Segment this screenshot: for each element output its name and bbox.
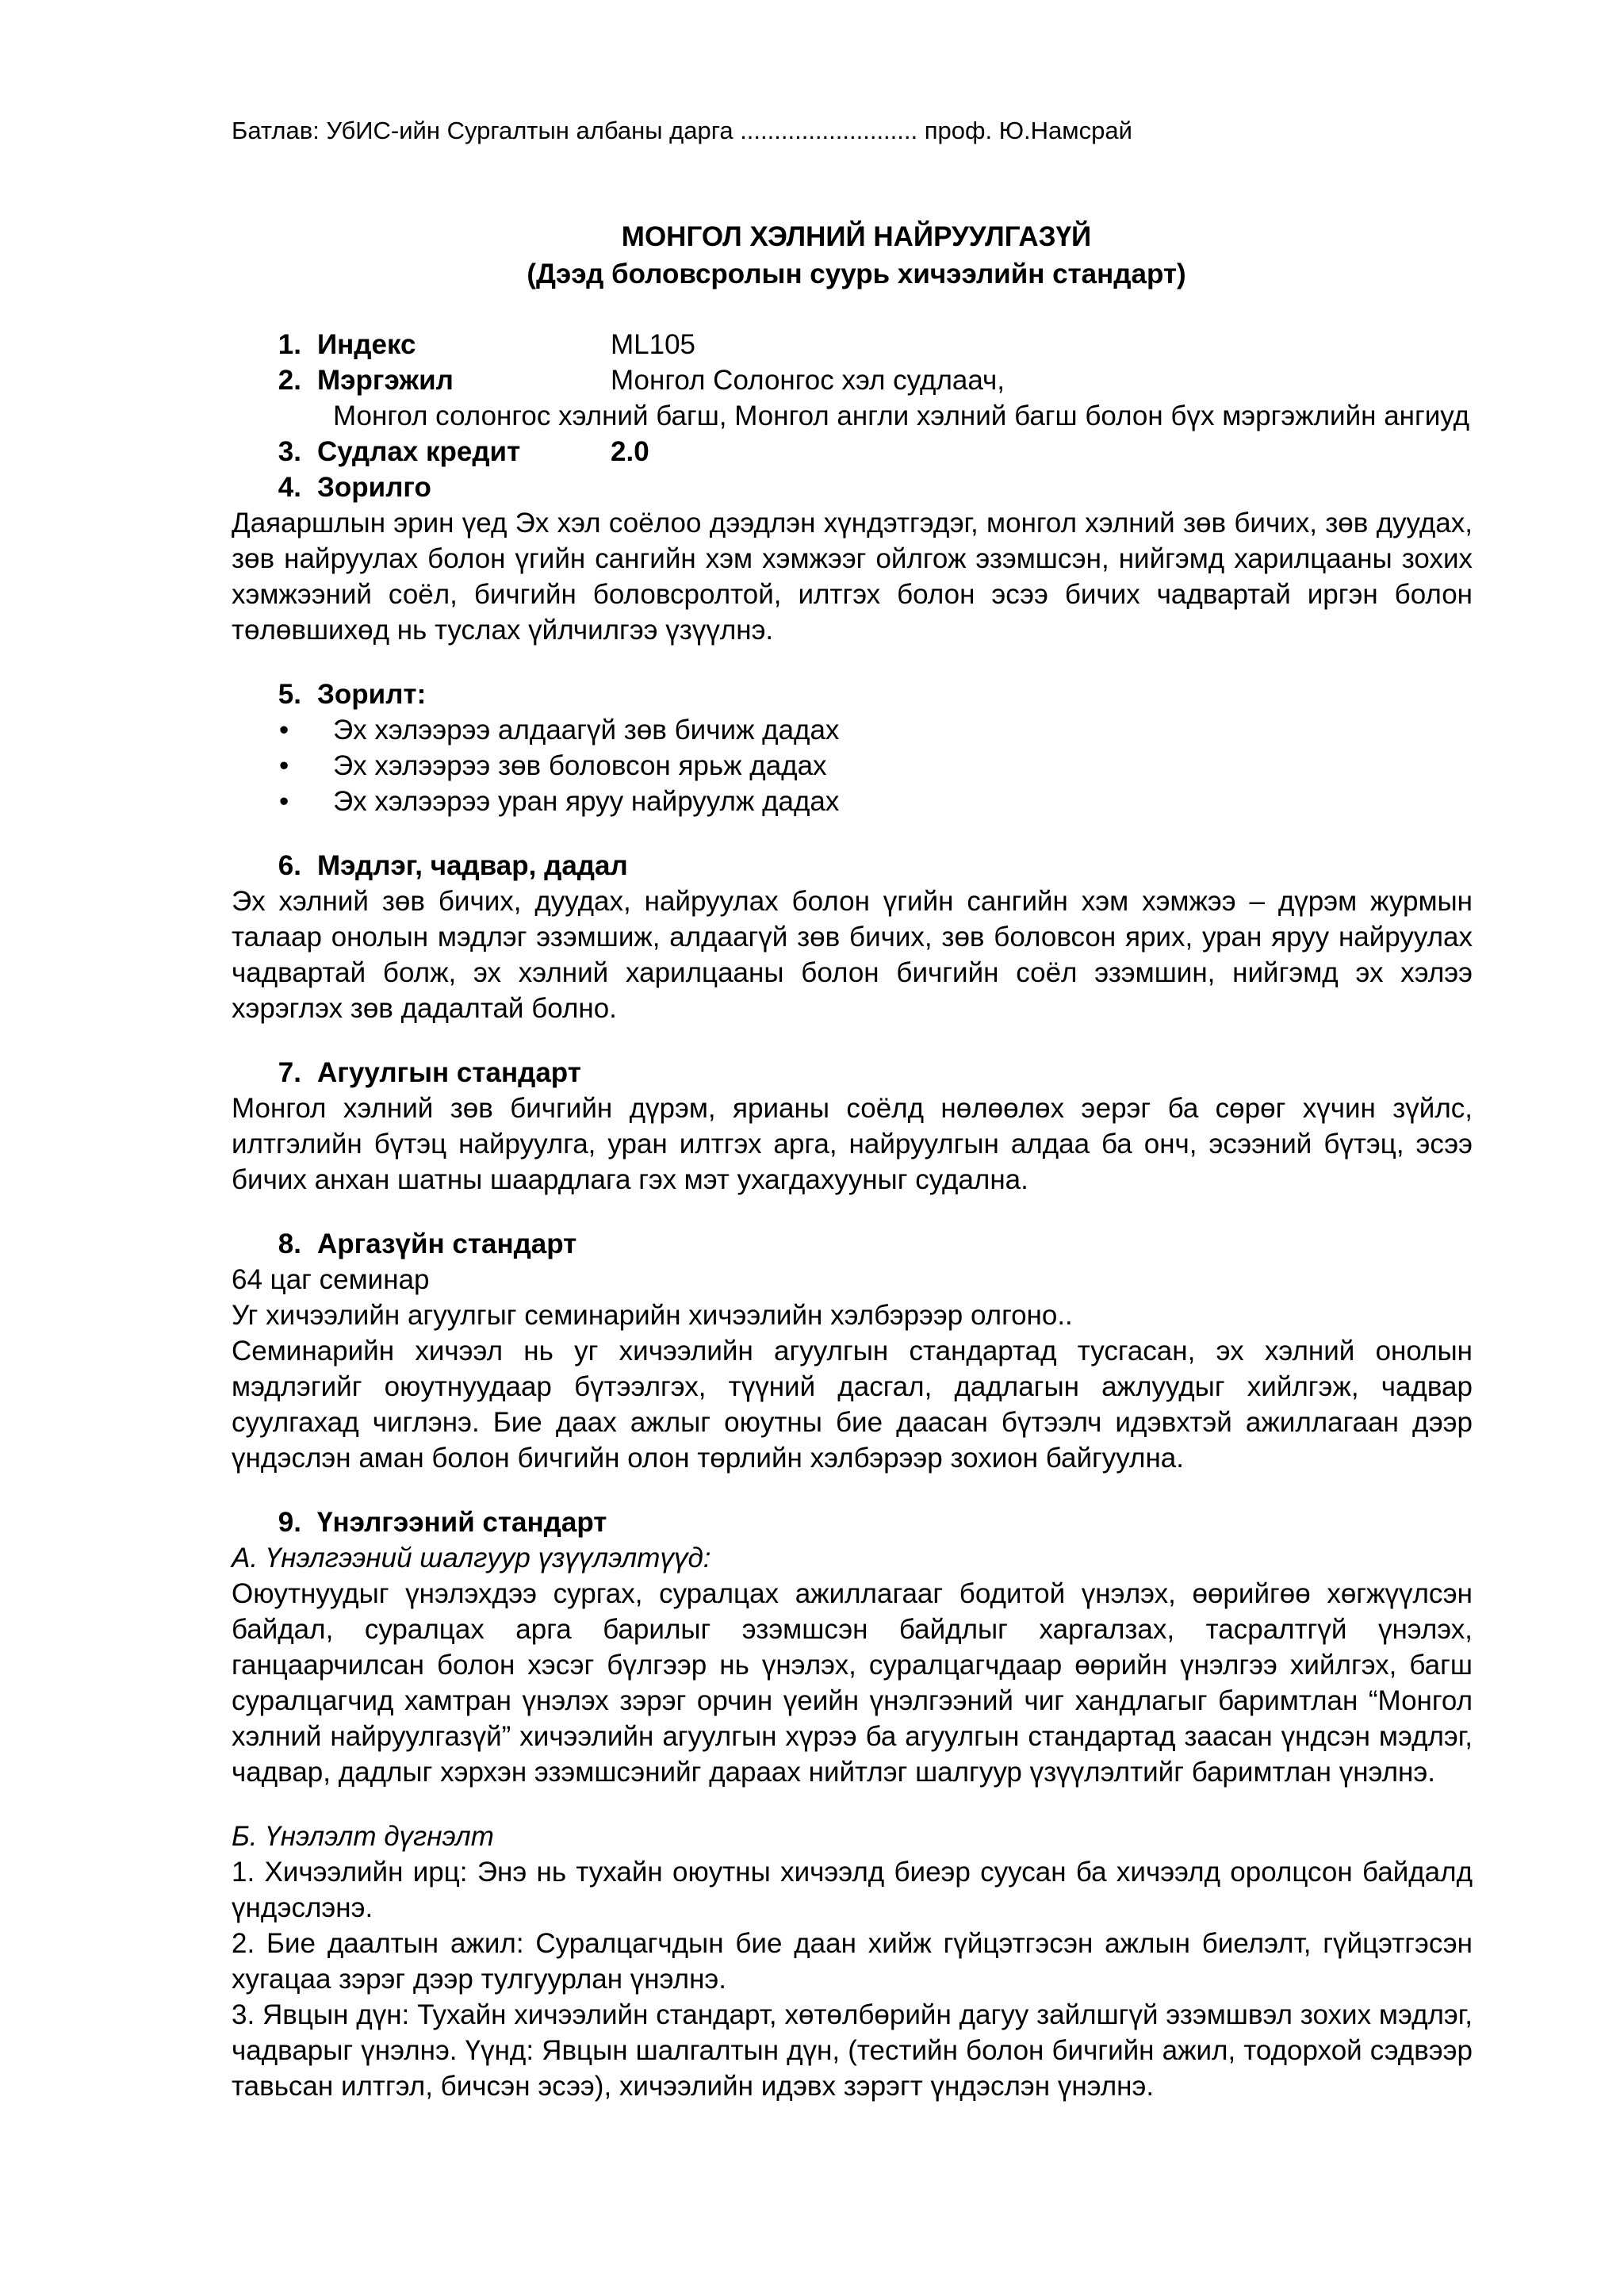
- meta-index: [232, 327, 1473, 362]
- section-number: 8.: [278, 1228, 301, 1259]
- section-objectives-heading: [232, 677, 1473, 712]
- section-goal-text: Даяаршлын эрин үед Эх хэл соёлоо дээдлэн хүндэтгэдэг, монгол хэлний зөв бичих, зөв дуудах, зөв найруулах болон үгийн сангийн хэм хэмжээг ойлгож эзэмшсэн, нийгэмд харилцааны зохих хэмжээний соёл, бичгийн боловсролтой, илтгэх болон эсээ бичих чадвартай иргэн болон төлөвшихөд нь туслах үйлчилгээ үзүүлнэ.: [232, 508, 1473, 646]
- spacer: [232, 1026, 1473, 1055]
- section-title: Мэдлэг, чадвар, дадал: [317, 850, 628, 881]
- section-title: Агуулгын стандарт: [317, 1057, 581, 1088]
- document-body: [232, 327, 1473, 2104]
- meta-specialty-number: 2.: [278, 365, 301, 396]
- meta-credit-value: 2.0: [611, 436, 649, 467]
- list-item: [232, 748, 1473, 784]
- title-block: [0, 218, 1624, 293]
- document-subtitle: (Дээд боловсролын суурь хичээлийн стандарт): [527, 259, 1186, 289]
- spacer: [232, 1476, 1473, 1504]
- assessment-item-independent-work: 2. Бие даалтын ажил: Суралцагчдын бие даан хийж гүйцэтгэсэн ажлын биелэлт, гүйцэтгэсэн хугацаа зэрэг дээр тулгуурлан үнэлнэ.: [232, 1928, 1473, 1995]
- list-item-text: Эх хэлээрээ алдаагүй зөв бичиж дадах: [333, 715, 840, 746]
- list-item: [232, 712, 1473, 748]
- meta-specialty-label: Мэргэжил: [317, 365, 454, 396]
- meta-credit-number: 3.: [278, 436, 301, 467]
- meta-credit-label: Судлах кредит: [317, 436, 521, 467]
- section-title: Үнэлгээний стандарт: [317, 1507, 607, 1538]
- meta-index-label: Индекс: [317, 329, 416, 360]
- section-number: 5.: [278, 679, 301, 710]
- spacer: [232, 1790, 1473, 1819]
- assessment-text-a: Оюутнуудыг үнэлэхдээ сургах, суралцах ажиллагааг бодитой үнэлэх, өөрийгөө хөгжүүлсэн байдал, суралцах арга барилыг эзэмшсэн байдлыг харгалзах, тасралтгүй үнэлэх, ганцаарчилсан болон хэсэг бүлгээр нь үнэлэх, суралцагчдаар өөрийн үнэлгээ хийлгэх, багш суралцагчид хамтран үнэлэх зэрэг орчин үеийн үнэлгээний чиг хандлагыг баримтлан “Монгол хэлний найруулгазүй” хичээлийн агуулгын хүрээ ба агуулгын стандартад заасан үндсэн мэдлэг, чадвар, дадлыг хэрхэн эзэмшсэнийг дараах нийтлэг шалгуур үзүүлэлтийг баримтлан үнэлнэ.: [232, 1578, 1473, 1788]
- list-item: [232, 784, 1473, 819]
- section-title: Аргазүйн стандарт: [317, 1228, 577, 1259]
- objectives-list: [232, 712, 1473, 819]
- assessment-subheading-b: Б. Үнэлэлт дүгнэлт: [232, 1821, 494, 1852]
- method-form: Уг хичээлийн агуулгыг семинарийн хичээлийн хэлбэрээр олгоно..: [232, 1300, 1073, 1331]
- meta-credit: [232, 434, 1473, 470]
- list-item-text: Эх хэлээрээ зөв боловсон ярьж дадах: [333, 750, 827, 781]
- list-item-text: Эх хэлээрээ уран яруу найруулж дадах: [333, 786, 840, 817]
- approval-line: Батлав: УбИС-ийн Сургалтын албаны дарга .......................... проф. Ю.Намсрай: [232, 117, 1132, 144]
- assessment-subheading-a: А. Үнэлгээний шалгуур үзүүлэлтүүд:: [232, 1543, 711, 1573]
- spacer: [232, 819, 1473, 848]
- section-skills-text: Эх хэлний зөв бичих, дуудах, найруулах болон үгийн сангийн хэм хэмжээ – дүрэм журмын талаар онолын мэдлэг эзэмшиж, алдаагүй зөв бичих, зөв боловсон ярих, уран яруу найруулах чадвартай болж, эх хэлний харилцааны болон бичгийн соёл эзэмшин, нийгэмд эх хэлээ хэрэглэх зөв дадалтай болно.: [232, 886, 1473, 1024]
- section-number: 6.: [278, 850, 301, 881]
- assessment-item-attendance: 1. Хичээлийн ирц: Энэ нь тухайн оюутны хичээлд биеэр суусан ба хичээлд оролцсон байдалд үндэслэнэ.: [232, 1857, 1473, 1923]
- section-title: Зорилго: [317, 472, 431, 503]
- meta-specialty-value: Монгол Солонгос хэл судлаач,: [611, 365, 1005, 396]
- method-hours: 64 цаг семинар: [232, 1264, 430, 1295]
- meta-specialty-continuation: Монгол солонгос хэлний багш, Монгол англи хэлний багш болон бүх мэргэжлийн ангиуд: [333, 401, 1470, 431]
- section-skills-heading: [232, 848, 1473, 884]
- section-assessment-heading: [232, 1504, 1473, 1540]
- section-number: 4.: [278, 472, 301, 503]
- spacer: [232, 648, 1473, 677]
- section-goal-heading: [232, 470, 1473, 505]
- assessment-item-progress: 3. Явцын дүн: Тухайн хичээлийн стандарт, хөтөлбөрийн дагуу зайлшгүй эзэмшвэл зохих мэдлэг, чадварыг үнэлнэ. Үүнд: Явцын шалгалтын дүн, (тестийн болон бичгийн ажил, тодорхой сэдвээр тавьсан илтгэл, бичсэн эсээ), хичээлийн идэвх зэрэгт үндэслэн үнэлнэ.: [232, 1999, 1473, 2102]
- meta-specialty: [232, 362, 1473, 398]
- bullet-icon: •: [279, 715, 289, 746]
- section-number: 7.: [278, 1057, 301, 1088]
- section-title: Зорилт:: [317, 679, 427, 710]
- section-content-heading: [232, 1055, 1473, 1091]
- meta-index-value: ML105: [611, 329, 696, 360]
- section-method-heading: [232, 1226, 1473, 1262]
- spacer: [232, 1198, 1473, 1226]
- section-number: 9.: [278, 1507, 301, 1538]
- meta-index-number: 1.: [278, 329, 301, 360]
- section-method-text: Семинарийн хичээл нь уг хичээлийн агуулгын стандартад тусгасан, эх хэлний онолын мэдлэгийг оюутнуудаар бүтээлгэх, түүний дасгал, дадлагын ажлуудыг хийлгэж, чадвар суулгахад чиглэнэ. Бие даах ажлыг оюутны бие даасан бүтээлч идэвхтэй ажиллагаан дээр үндэслэн аман болон бичгийн олон төрлийн хэлбэрээр зохион байгуулна.: [232, 1336, 1473, 1474]
- section-content-text: Монгол хэлний зөв бичгийн дүрэм, ярианы соёлд нөлөөлөх эерэг ба сөрөг хүчин зүйлс, илтгэлийн бүтэц найруулга, уран илтгэх арга, найруулгын алдаа ба онч, эсээний бүтэц, эсээ бичих анхан шатны шаардлага гэх мэт ухагдахууныг судална.: [232, 1093, 1473, 1195]
- bullet-icon: •: [279, 750, 289, 781]
- bullet-icon: •: [279, 786, 289, 817]
- document-title: МОНГОЛ ХЭЛНИЙ НАЙРУУЛГАЗҮЙ: [621, 221, 1092, 252]
